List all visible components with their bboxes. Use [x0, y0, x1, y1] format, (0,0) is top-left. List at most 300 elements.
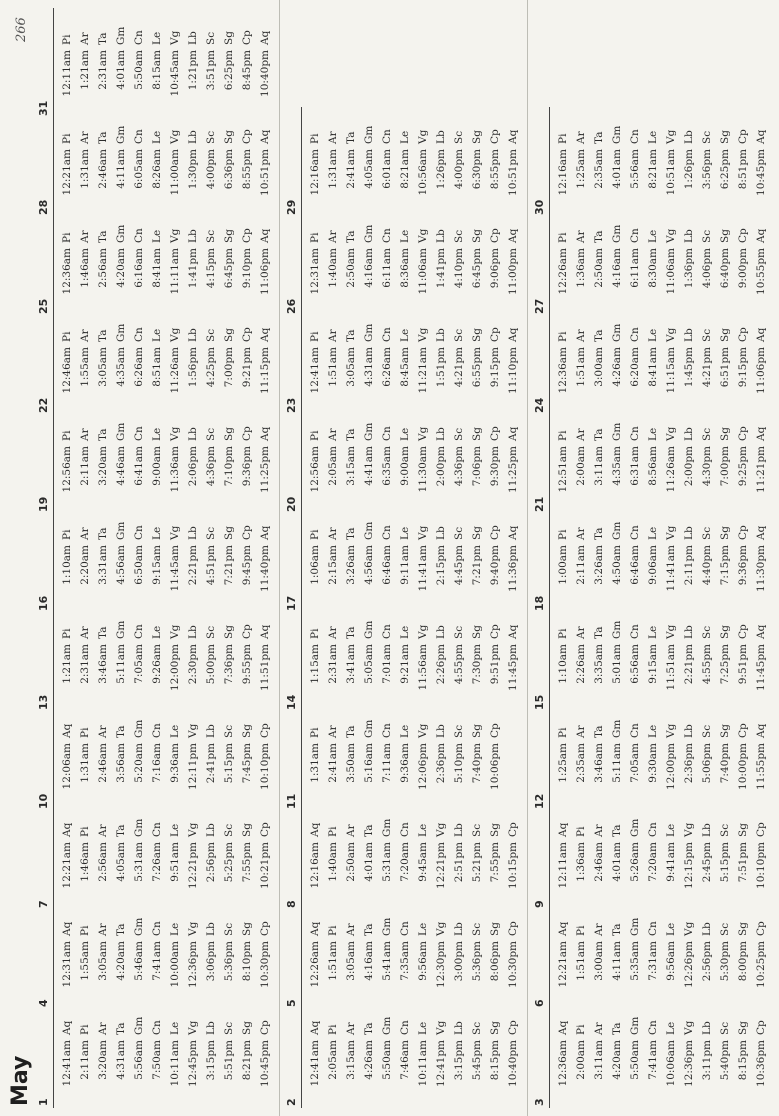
entry-time: 6:01am [381, 149, 393, 189]
entry-time: 1:10am [557, 644, 569, 684]
entry-row [608, 998, 626, 1108]
entry-sign: Aq [755, 525, 767, 540]
entry-sign: Lb [701, 922, 713, 936]
entry-row [148, 602, 166, 712]
entry-sign: Lb [683, 427, 695, 441]
entry-time: 10:06pm [489, 743, 501, 790]
entry-sign: Cp [737, 426, 749, 441]
entry-sign: Lb [683, 229, 695, 243]
entry-row [202, 107, 220, 217]
entry-sign: Aq [507, 426, 519, 441]
entry-time: 10:51am [665, 149, 677, 196]
entry-row [572, 107, 590, 217]
entry-time: 3:41am [345, 644, 357, 684]
entry-row [504, 602, 522, 712]
entry-list [549, 701, 770, 811]
entry-row [378, 701, 396, 811]
entry-sign: Cn [151, 1020, 163, 1035]
entry-row [572, 206, 590, 316]
entry-sign: Sg [719, 724, 731, 738]
entry-time: 11:00am [169, 149, 181, 196]
entry-time: 2:35am [593, 149, 605, 189]
entry-row [626, 602, 644, 712]
entry-row [644, 800, 662, 910]
entry-time: 9:36am [169, 743, 181, 783]
entry-row [662, 305, 680, 415]
entry-time: 4:01am [611, 149, 623, 189]
entry-sign: Cp [489, 624, 501, 639]
entry-row [256, 8, 274, 118]
entry-list [549, 899, 770, 1009]
entry-time: 4:25pm [205, 347, 217, 388]
day-number: 6 [533, 999, 546, 1007]
entry-sign: Pi [61, 628, 73, 639]
entry-list [549, 800, 770, 910]
day-block [35, 0, 274, 118]
entry-row [324, 107, 342, 217]
entry-row [468, 800, 486, 910]
entry-sign: Cp [241, 30, 253, 45]
entry-sign: Cn [133, 426, 145, 441]
entry-sign: Le [151, 31, 163, 45]
entry-sign: Sg [737, 823, 749, 837]
entry-time: 8:41am [647, 347, 659, 387]
entry-sign: Cp [241, 525, 253, 540]
entry-row [58, 998, 76, 1108]
entry-row [130, 701, 148, 811]
entry-sign: Aq [259, 525, 271, 540]
entry-row [76, 305, 94, 415]
entry-row [148, 107, 166, 217]
entry-time: 9:21pm [241, 347, 253, 388]
entry-row [608, 800, 626, 910]
entry-row [432, 503, 450, 613]
entry-list [301, 206, 522, 316]
entry-row [662, 602, 680, 712]
entry-sign: Gm [611, 125, 623, 144]
entry-row [626, 107, 644, 217]
entry-row [112, 701, 130, 811]
entry-row [554, 503, 572, 613]
entry-row [378, 800, 396, 910]
entry-sign: Cp [241, 327, 253, 342]
entry-row [112, 503, 130, 613]
entry-sign: Aq [309, 1020, 321, 1035]
entry-time: 1:00am [557, 545, 569, 585]
entry-sign: Cn [381, 426, 393, 441]
entry-row [734, 998, 752, 1108]
entry-sign: Vg [169, 426, 181, 441]
day-number: 22 [37, 397, 50, 413]
entry-time: 9:51pm [737, 644, 749, 685]
entry-time: 7:30pm [471, 644, 483, 685]
entry-time: 1:26pm [435, 149, 447, 190]
entry-time: 3:05am [345, 941, 357, 981]
entry-sign: Ta [115, 1022, 127, 1035]
entry-row [590, 206, 608, 316]
entry-time: 12:56am [61, 446, 73, 493]
entry-sign: Ar [575, 725, 587, 738]
entry-time: 12:41am [309, 1040, 321, 1087]
entry-sign: Sg [719, 130, 731, 144]
entry-sign: Ar [327, 725, 339, 738]
entry-row [486, 899, 504, 1009]
entry-sign: Gm [629, 1016, 641, 1035]
entry-time: 6:50am [133, 545, 145, 585]
entry-sign: Le [647, 328, 659, 342]
entry-row [130, 800, 148, 910]
entry-time: 11:21pm [755, 446, 767, 493]
entry-sign: Ta [97, 626, 109, 639]
entry-sign: Ar [575, 131, 587, 144]
entry-time: 8:21pm [241, 1040, 253, 1081]
entry-time: 10:45pm [259, 1040, 271, 1087]
entry-time: 1:21am [79, 50, 91, 90]
entry-row [626, 305, 644, 415]
entry-sign: Cp [489, 327, 501, 342]
entry-row [504, 503, 522, 613]
entry-time: 9:30pm [489, 446, 501, 487]
entry-time: 6:55pm [471, 347, 483, 388]
entry-sign: Gm [115, 422, 127, 441]
entry-time: 7:55pm [489, 842, 501, 883]
entry-list [301, 899, 522, 1009]
entry-time: 6:56am [629, 644, 641, 684]
entry-sign: Sg [223, 427, 235, 441]
entry-time: 3:20am [97, 1040, 109, 1080]
day-number: 7 [37, 900, 50, 908]
entry-row [716, 503, 734, 613]
entry-row [238, 800, 256, 910]
entry-time: 8:55pm [489, 149, 501, 190]
entry-sign: Cp [755, 1020, 767, 1035]
entry-row [716, 404, 734, 514]
entry-row [112, 899, 130, 1009]
entry-time: 12:41pm [435, 1040, 447, 1087]
entry-row [504, 899, 522, 1009]
entry-row [450, 404, 468, 514]
entry-sign: Cn [133, 30, 145, 45]
entry-time: 6:46am [629, 545, 641, 585]
entry-time: 4:46am [115, 446, 127, 486]
entry-row [306, 503, 324, 613]
entry-list [549, 602, 770, 712]
entry-list [549, 206, 770, 316]
entry-row [94, 899, 112, 1009]
entry-sign: Cn [133, 327, 145, 342]
entry-row [130, 305, 148, 415]
calendar-row [528, 0, 776, 1116]
entry-row [644, 899, 662, 1009]
entry-time: 7:50am [151, 1040, 163, 1080]
entry-time: 11:41am [417, 545, 429, 592]
entry-row [256, 305, 274, 415]
entry-time: 12:21am [61, 149, 73, 196]
entry-row [202, 800, 220, 910]
entry-sign: Vg [169, 228, 181, 243]
entry-row [238, 602, 256, 712]
entry-row [396, 107, 414, 217]
entry-time: 4:11am [611, 941, 623, 981]
entry-row [432, 305, 450, 415]
entry-row [752, 107, 770, 217]
entry-row [414, 998, 432, 1108]
entry-list [53, 602, 274, 712]
entry-time: 4:15pm [205, 248, 217, 289]
entry-row [662, 503, 680, 613]
entry-time: 4:31am [363, 347, 375, 387]
entry-row [626, 998, 644, 1108]
entry-time: 7:16am [151, 743, 163, 783]
entry-sign: Cn [399, 1020, 411, 1035]
entry-row [94, 8, 112, 118]
entry-row [608, 206, 626, 316]
entry-time: 4:05am [363, 149, 375, 189]
entry-sign: Sc [223, 922, 235, 936]
entry-sign: Ar [79, 230, 91, 243]
entry-row [734, 107, 752, 217]
entry-time: 10:06am [665, 1040, 677, 1087]
entry-sign: Cn [381, 327, 393, 342]
entry-row [220, 107, 238, 217]
entry-time: 6:05am [133, 149, 145, 189]
entry-sign: Lb [205, 922, 217, 936]
entry-sign: Le [647, 130, 659, 144]
entry-sign: Pi [557, 331, 569, 342]
entry-time: 7:36pm [223, 644, 235, 685]
day-number: 18 [533, 595, 546, 611]
entry-row [324, 503, 342, 613]
day-number: 15 [533, 694, 546, 710]
entry-row [342, 206, 360, 316]
entry-time: 2:35am [575, 743, 587, 783]
entry-row [698, 701, 716, 811]
entry-time: 10:30pm [507, 941, 519, 988]
entry-time: 8:10pm [241, 941, 253, 982]
entry-sign: Pi [327, 826, 339, 837]
entry-time: 1:21am [61, 644, 73, 684]
entry-sign: Ar [593, 923, 605, 936]
entry-sign: Sc [701, 328, 713, 342]
entry-row [450, 998, 468, 1108]
entry-row [148, 998, 166, 1108]
entry-time: 5:36pm [223, 941, 235, 982]
entry-list [301, 107, 522, 217]
entry-row [680, 800, 698, 910]
entry-sign: Ar [327, 527, 339, 540]
entry-time: 3:56pm [701, 149, 713, 190]
entry-row [680, 899, 698, 1009]
entry-time: 3:26am [345, 545, 357, 585]
entry-time: 1:46am [79, 248, 91, 288]
entry-row [698, 305, 716, 415]
entry-sign: Aq [507, 129, 519, 144]
entry-time: 2:41am [327, 743, 339, 783]
entry-sign: Lb [683, 724, 695, 738]
entry-sign: Lb [683, 625, 695, 639]
entry-row [184, 602, 202, 712]
entry-time: 6:11am [381, 248, 393, 288]
entry-time: 10:45am [169, 50, 181, 97]
entry-time: 7:21pm [223, 545, 235, 586]
entry-sign: Ta [97, 329, 109, 342]
entry-sign: Pi [309, 628, 321, 639]
entry-time: 3:46am [593, 743, 605, 783]
entry-sign: Cn [381, 723, 393, 738]
entry-time: 6:25pm [223, 50, 235, 91]
entry-row [184, 998, 202, 1108]
entry-time: 11:06pm [259, 248, 271, 295]
entry-row [238, 305, 256, 415]
entry-row [324, 998, 342, 1108]
entry-row [554, 998, 572, 1108]
entry-sign: Pi [61, 430, 73, 441]
entry-sign: Vg [435, 822, 447, 837]
entry-time: 5:11am [115, 644, 127, 684]
entry-row [238, 701, 256, 811]
entry-row [58, 602, 76, 712]
entry-sign: Sg [471, 724, 483, 738]
entry-sign: Pi [61, 133, 73, 144]
entry-sign: Le [399, 130, 411, 144]
entry-time: 4:35am [115, 347, 127, 387]
entry-row [752, 602, 770, 712]
entry-row [644, 503, 662, 613]
entry-sign: Le [151, 229, 163, 243]
entry-time: 9:36pm [241, 446, 253, 487]
day-number: 17 [285, 595, 298, 611]
entry-sign: Ta [345, 428, 357, 441]
entry-sign: Cn [381, 624, 393, 639]
entry-sign: Sc [453, 724, 465, 738]
entry-sign: Cn [629, 525, 641, 540]
entry-sign: Vg [187, 1020, 199, 1035]
day-number: 3 [533, 1098, 546, 1106]
entry-sign: Aq [557, 822, 569, 837]
entry-sign: Sc [471, 922, 483, 936]
entry-list [53, 305, 274, 415]
entry-time: 6:25pm [719, 149, 731, 190]
entry-time: 3:11am [593, 1040, 605, 1080]
entry-sign: Le [151, 427, 163, 441]
entry-row [414, 602, 432, 712]
entry-time: 8:15pm [737, 1040, 749, 1081]
entry-sign: Cp [737, 525, 749, 540]
entry-time: 9:11am [399, 545, 411, 585]
entry-row [734, 800, 752, 910]
entry-time: 2:46am [593, 842, 605, 882]
entry-row [590, 503, 608, 613]
entry-row [324, 305, 342, 415]
entry-time: 9:45am [417, 842, 429, 882]
entry-sign: Ta [593, 230, 605, 243]
entry-sign: Lb [453, 1021, 465, 1035]
entry-sign: Pi [309, 529, 321, 540]
entry-sign: Sc [471, 823, 483, 837]
entry-time: 2:26pm [435, 644, 447, 685]
entry-sign: Aq [755, 723, 767, 738]
entry-time: 9:15am [151, 545, 163, 585]
entry-row [468, 503, 486, 613]
entry-row [58, 800, 76, 910]
entry-row [342, 107, 360, 217]
entry-row [752, 701, 770, 811]
entry-sign: Cp [737, 723, 749, 738]
day-number: 25 [37, 298, 50, 314]
entry-row [504, 998, 522, 1108]
entry-sign: Sg [471, 625, 483, 639]
entry-time: 11:56am [417, 644, 429, 691]
entry-row [396, 602, 414, 712]
entry-sign: Sg [223, 130, 235, 144]
entry-time: 3:56am [115, 743, 127, 783]
entry-time: 1:26pm [683, 149, 695, 190]
entry-row [432, 602, 450, 712]
entry-time: 2:56am [97, 248, 109, 288]
entry-sign: Ar [97, 1022, 109, 1035]
entry-row [486, 107, 504, 217]
entry-sign: Cn [133, 228, 145, 243]
entry-row [166, 998, 184, 1108]
entry-time: 10:11am [169, 1040, 181, 1087]
entry-time: 4:26am [363, 1040, 375, 1080]
entry-row [608, 107, 626, 217]
entry-sign: Pi [557, 133, 569, 144]
entry-sign: Sg [223, 625, 235, 639]
entry-sign: Ar [327, 428, 339, 441]
entry-sign: Pi [309, 727, 321, 738]
entry-row [734, 404, 752, 514]
entry-row [184, 107, 202, 217]
entry-time: 1:51am [575, 941, 587, 981]
entry-sign: Ta [593, 428, 605, 441]
entry-time: 7:41am [151, 941, 163, 981]
entry-list [549, 404, 770, 514]
entry-sign: Sc [701, 130, 713, 144]
entry-sign: Ar [79, 131, 91, 144]
entry-row [112, 998, 130, 1108]
day-number: 31 [37, 100, 50, 116]
entry-time: 2:20am [79, 545, 91, 585]
entry-row [220, 305, 238, 415]
entry-list [549, 998, 770, 1108]
month-title: May [8, 1055, 33, 1106]
entry-sign: Ta [363, 1022, 375, 1035]
entry-time: 5:05am [363, 644, 375, 684]
entry-sign: Vg [417, 723, 429, 738]
entry-sign: Pi [309, 331, 321, 342]
entry-row [306, 107, 324, 217]
entry-list [53, 206, 274, 316]
entry-sign: Aq [557, 1020, 569, 1035]
entry-time: 2:41pm [205, 743, 217, 784]
entry-sign: Cp [489, 525, 501, 540]
entry-sign: Le [151, 328, 163, 342]
entry-row [112, 800, 130, 910]
entry-sign: Vg [665, 129, 677, 144]
entry-sign: Lb [683, 130, 695, 144]
entry-row [378, 899, 396, 1009]
entry-row [306, 701, 324, 811]
entry-sign: Sc [701, 724, 713, 738]
entry-sign: Cn [381, 228, 393, 243]
entry-time: 2:11am [79, 446, 91, 486]
entry-time: 7:45pm [241, 743, 253, 784]
entry-sign: Cp [489, 426, 501, 441]
entry-sign: Lb [701, 823, 713, 837]
entry-sign: Ar [79, 626, 91, 639]
entry-row [238, 404, 256, 514]
